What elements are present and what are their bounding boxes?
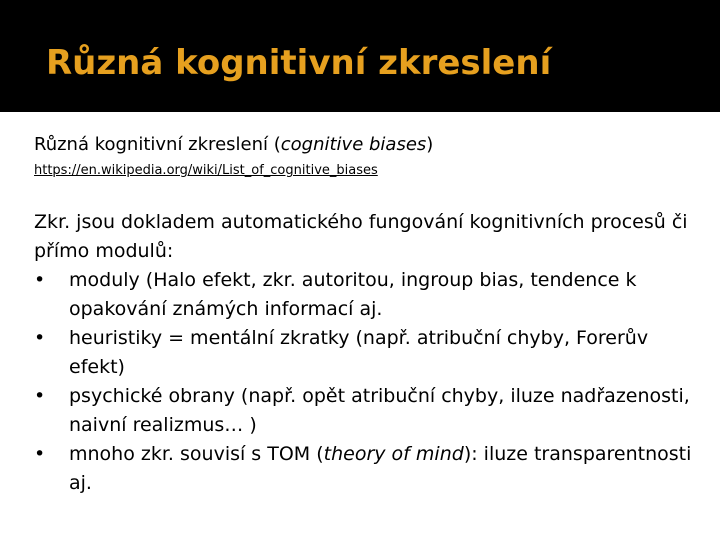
bullet-text: moduly (Halo efekt, zkr. autoritou, ingroup bias, tendence k opakování známých informací aj. (69, 269, 637, 320)
bullet-glyph: • (34, 385, 46, 407)
bullet-text (69, 443, 691, 494)
subtitle-suffix: ) (426, 134, 434, 155)
slide-content (34, 132, 694, 498)
bullet-glyph: • (34, 269, 46, 291)
bullet-text: psychické obrany (např. opět atribuční chyby, iluze nadřazenosti, naivní realizmus… ) (69, 385, 690, 436)
bullet-glyph: • (34, 327, 46, 349)
bullet-text-prefix: mnoho zkr. souvisí s TOM ( (69, 443, 324, 465)
wikipedia-link[interactable]: https://en.wikipedia.org/wiki/List_of_cognitive_biases (34, 163, 378, 178)
bullet-text: heuristiky = mentální zkratky (např. atribuční chyby, Forerův efekt) (69, 327, 649, 378)
list-item (34, 266, 694, 324)
bullet-glyph: • (34, 443, 46, 465)
list-item (34, 440, 694, 498)
bullet-list (34, 266, 694, 498)
subtitle (34, 132, 694, 158)
list-item (34, 324, 694, 382)
bullet-text-italic: theory of mind (323, 443, 464, 465)
intro-paragraph: Zkr. jsou dokladem automatického fungování kognitivních procesů či přímo modulů: (34, 211, 688, 262)
title-bar (0, 0, 720, 112)
slide-title: Různá kognitivní zkreslení (46, 43, 552, 83)
subtitle-italic: cognitive biases (280, 134, 427, 155)
subtitle-prefix: Různá kognitivní zkreslení ( (34, 134, 281, 155)
bullet-text-suffix: ): iluze transparentnosti aj. (69, 443, 692, 494)
list-item (34, 382, 694, 440)
